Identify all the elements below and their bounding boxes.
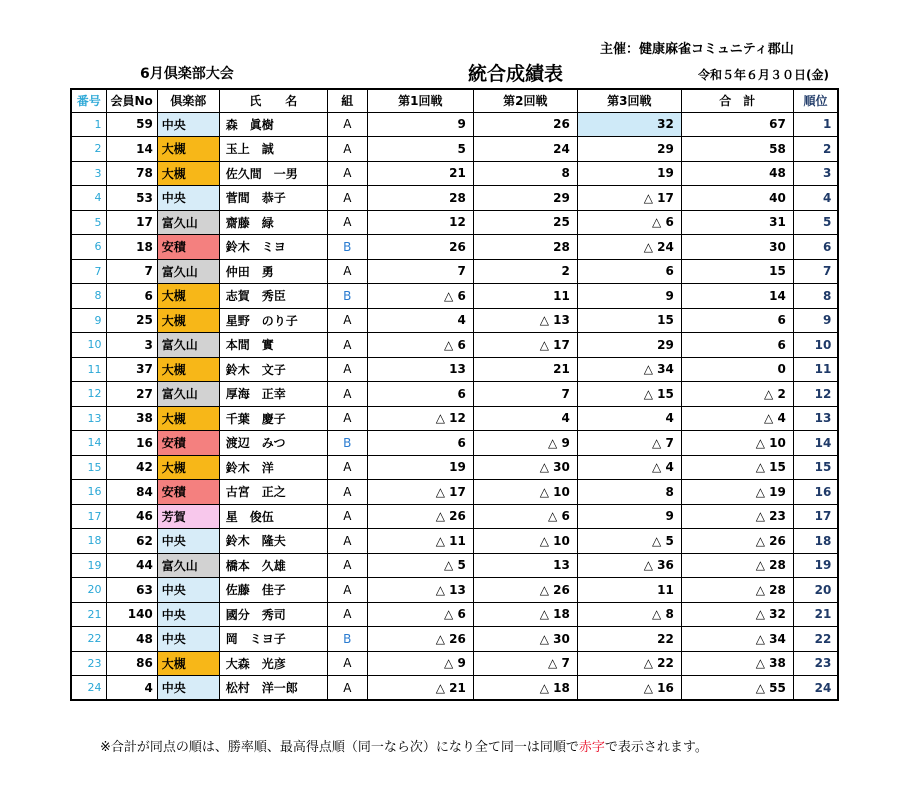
col-header-group: 組 <box>327 89 367 112</box>
cell-club: 安積 <box>157 480 219 505</box>
cell-round2: 4 <box>473 406 577 431</box>
table-row <box>71 308 838 333</box>
cell-member-no: 78 <box>106 161 157 186</box>
cell-name: 大森 光彦 <box>219 651 327 676</box>
cell-member-no: 3 <box>106 333 157 358</box>
cell-group: A <box>327 578 367 603</box>
cell-total: 48 <box>681 161 793 186</box>
col-header-rank: 順位 <box>793 89 838 112</box>
cell-group: B <box>327 627 367 652</box>
cell-total: 58 <box>681 137 793 162</box>
table-row <box>71 480 838 505</box>
cell-round2: △ 18 <box>473 602 577 627</box>
cell-number: 13 <box>71 406 106 431</box>
cell-round1: 13 <box>367 357 473 382</box>
cell-rank: 19 <box>793 553 838 578</box>
cell-total: △ 26 <box>681 529 793 554</box>
table-row <box>71 676 838 701</box>
cell-number: 23 <box>71 651 106 676</box>
cell-round2: △ 10 <box>473 529 577 554</box>
cell-round2: 7 <box>473 382 577 407</box>
footnote-red-text: 赤字 <box>578 740 605 755</box>
table-row <box>71 455 838 480</box>
cell-club: 中央 <box>157 627 219 652</box>
cell-round1: △ 5 <box>367 553 473 578</box>
cell-total: 31 <box>681 210 793 235</box>
cell-member-no: 86 <box>106 651 157 676</box>
cell-member-no: 14 <box>106 137 157 162</box>
cell-round2: 8 <box>473 161 577 186</box>
table-row <box>71 382 838 407</box>
cell-number: 1 <box>71 112 106 137</box>
cell-name: 岡 ミヨ子 <box>219 627 327 652</box>
table-row <box>71 235 838 260</box>
col-header-total: 合 計 <box>681 89 793 112</box>
cell-rank: 11 <box>793 357 838 382</box>
cell-member-no: 27 <box>106 382 157 407</box>
table-row <box>71 112 838 137</box>
cell-round2: 21 <box>473 357 577 382</box>
cell-round2: △ 17 <box>473 333 577 358</box>
cell-name: 佐久間 一男 <box>219 161 327 186</box>
cell-rank: 2 <box>793 137 838 162</box>
cell-total: 67 <box>681 112 793 137</box>
cell-group: A <box>327 333 367 358</box>
cell-club: 大槻 <box>157 455 219 480</box>
cell-round3: 4 <box>577 406 681 431</box>
cell-rank: 20 <box>793 578 838 603</box>
cell-club: 大槻 <box>157 406 219 431</box>
cell-group: A <box>327 259 367 284</box>
cell-club: 大槻 <box>157 651 219 676</box>
cell-round3: △ 5 <box>577 529 681 554</box>
cell-round1: △ 12 <box>367 406 473 431</box>
cell-round2: △ 9 <box>473 431 577 456</box>
cell-club: 安積 <box>157 235 219 260</box>
cell-name: 玉上 誠 <box>219 137 327 162</box>
cell-round1: △ 13 <box>367 578 473 603</box>
cell-group: A <box>327 553 367 578</box>
cell-total: △ 38 <box>681 651 793 676</box>
table-row <box>71 406 838 431</box>
cell-number: 24 <box>71 676 106 701</box>
cell-number: 6 <box>71 235 106 260</box>
cell-club: 中央 <box>157 112 219 137</box>
cell-club: 中央 <box>157 186 219 211</box>
cell-total: △ 32 <box>681 602 793 627</box>
cell-total: △ 28 <box>681 578 793 603</box>
table-row <box>71 186 838 211</box>
cell-group: A <box>327 529 367 554</box>
cell-round3: 6 <box>577 259 681 284</box>
footnote <box>100 736 708 755</box>
cell-total: 15 <box>681 259 793 284</box>
cell-club: 富久山 <box>157 553 219 578</box>
cell-member-no: 84 <box>106 480 157 505</box>
cell-number: 14 <box>71 431 106 456</box>
cell-club: 中央 <box>157 529 219 554</box>
cell-number: 19 <box>71 553 106 578</box>
cell-rank: 22 <box>793 627 838 652</box>
cell-round2: △ 13 <box>473 308 577 333</box>
cell-group: A <box>327 186 367 211</box>
cell-rank: 13 <box>793 406 838 431</box>
cell-name: 國分 秀司 <box>219 602 327 627</box>
table-row <box>71 210 838 235</box>
cell-round2: △ 6 <box>473 504 577 529</box>
cell-number: 2 <box>71 137 106 162</box>
cell-total: 30 <box>681 235 793 260</box>
cell-name: 仲田 勇 <box>219 259 327 284</box>
cell-club: 富久山 <box>157 210 219 235</box>
cell-rank: 14 <box>793 431 838 456</box>
cell-number: 10 <box>71 333 106 358</box>
cell-number: 15 <box>71 455 106 480</box>
cell-number: 3 <box>71 161 106 186</box>
col-header-name: 氏 名 <box>219 89 327 112</box>
cell-group: A <box>327 480 367 505</box>
cell-member-no: 48 <box>106 627 157 652</box>
col-header-round2: 第2回戦 <box>473 89 577 112</box>
cell-name: 星野 のり子 <box>219 308 327 333</box>
organizer-label: 主催：健康麻雀コミュニティ郡山 <box>600 42 794 57</box>
cell-name: 橋本 久雄 <box>219 553 327 578</box>
cell-round2: 13 <box>473 553 577 578</box>
cell-number: 18 <box>71 529 106 554</box>
table-row <box>71 431 838 456</box>
cell-round1: 26 <box>367 235 473 260</box>
cell-club: 中央 <box>157 578 219 603</box>
cell-round2: △ 18 <box>473 676 577 701</box>
cell-round3: △ 17 <box>577 186 681 211</box>
cell-round1: △ 6 <box>367 602 473 627</box>
table-row <box>71 627 838 652</box>
cell-round1: 9 <box>367 112 473 137</box>
cell-total: △ 28 <box>681 553 793 578</box>
event-name: 6月倶楽部大会 <box>140 66 234 82</box>
cell-group: A <box>327 382 367 407</box>
cell-club: 大槻 <box>157 284 219 309</box>
cell-member-no: 25 <box>106 308 157 333</box>
cell-member-no: 44 <box>106 553 157 578</box>
cell-member-no: 62 <box>106 529 157 554</box>
cell-name: 星 俊伍 <box>219 504 327 529</box>
col-header-member-no: 会員No <box>106 89 157 112</box>
table-row <box>71 553 838 578</box>
cell-round3: 11 <box>577 578 681 603</box>
table-row <box>71 529 838 554</box>
cell-club: 富久山 <box>157 259 219 284</box>
cell-club: 大槻 <box>157 357 219 382</box>
cell-round1: 4 <box>367 308 473 333</box>
cell-member-no: 6 <box>106 284 157 309</box>
cell-round3: 15 <box>577 308 681 333</box>
cell-member-no: 42 <box>106 455 157 480</box>
cell-round2: △ 7 <box>473 651 577 676</box>
table-row <box>71 259 838 284</box>
cell-rank: 17 <box>793 504 838 529</box>
cell-round2: 28 <box>473 235 577 260</box>
cell-member-no: 38 <box>106 406 157 431</box>
cell-name: 森 眞樹 <box>219 112 327 137</box>
cell-rank: 18 <box>793 529 838 554</box>
cell-total: △ 4 <box>681 406 793 431</box>
cell-group: A <box>327 210 367 235</box>
page-title: 統合成績表 <box>468 63 564 85</box>
cell-name: 松村 洋一郎 <box>219 676 327 701</box>
cell-name: 齋藤 緑 <box>219 210 327 235</box>
cell-round3: △ 34 <box>577 357 681 382</box>
cell-round1: 5 <box>367 137 473 162</box>
cell-rank: 5 <box>793 210 838 235</box>
table-row <box>71 161 838 186</box>
cell-rank: 12 <box>793 382 838 407</box>
cell-number: 11 <box>71 357 106 382</box>
cell-club: 大槻 <box>157 161 219 186</box>
cell-number: 8 <box>71 284 106 309</box>
cell-rank: 3 <box>793 161 838 186</box>
cell-round3: △ 7 <box>577 431 681 456</box>
cell-total: 0 <box>681 357 793 382</box>
cell-round1: △ 26 <box>367 504 473 529</box>
cell-round2: 11 <box>473 284 577 309</box>
table-row <box>71 578 838 603</box>
cell-round2: 29 <box>473 186 577 211</box>
cell-number: 17 <box>71 504 106 529</box>
cell-name: 千葉 慶子 <box>219 406 327 431</box>
cell-round3: △ 8 <box>577 602 681 627</box>
cell-rank: 10 <box>793 333 838 358</box>
cell-total: 6 <box>681 333 793 358</box>
cell-round3: 8 <box>577 480 681 505</box>
cell-total: △ 10 <box>681 431 793 456</box>
cell-group: A <box>327 602 367 627</box>
cell-total: 6 <box>681 308 793 333</box>
cell-name: 佐藤 佳子 <box>219 578 327 603</box>
table-row <box>71 357 838 382</box>
cell-rank: 16 <box>793 480 838 505</box>
cell-number: 22 <box>71 627 106 652</box>
cell-rank: 23 <box>793 651 838 676</box>
cell-round3: 29 <box>577 333 681 358</box>
cell-number: 9 <box>71 308 106 333</box>
cell-number: 12 <box>71 382 106 407</box>
event-date: 令和５年６月３０日(金) <box>698 68 829 82</box>
table-row <box>71 651 838 676</box>
cell-round2: △ 30 <box>473 455 577 480</box>
cell-total: △ 15 <box>681 455 793 480</box>
cell-name: 菅間 恭子 <box>219 186 327 211</box>
cell-group: A <box>327 455 367 480</box>
cell-total: 14 <box>681 284 793 309</box>
cell-club: 安積 <box>157 431 219 456</box>
cell-member-no: 7 <box>106 259 157 284</box>
cell-club: 中央 <box>157 602 219 627</box>
table-row <box>71 284 838 309</box>
cell-number: 16 <box>71 480 106 505</box>
cell-name: 厚海 正幸 <box>219 382 327 407</box>
cell-rank: 6 <box>793 235 838 260</box>
footnote-text: ※合計が同点の順は、勝率順、最高得点順（同一なら次）になり全て同一は同順で <box>100 740 579 755</box>
cell-club: 中央 <box>157 676 219 701</box>
cell-round1: △ 9 <box>367 651 473 676</box>
cell-number: 21 <box>71 602 106 627</box>
cell-group: B <box>327 235 367 260</box>
cell-rank: 9 <box>793 308 838 333</box>
cell-rank: 24 <box>793 676 838 701</box>
cell-round2: △ 26 <box>473 578 577 603</box>
cell-member-no: 16 <box>106 431 157 456</box>
table-row <box>71 504 838 529</box>
cell-round2: △ 10 <box>473 480 577 505</box>
cell-name: 渡辺 みつ <box>219 431 327 456</box>
cell-rank: 21 <box>793 602 838 627</box>
col-header-num: 番号 <box>71 89 106 112</box>
cell-round1: △ 17 <box>367 480 473 505</box>
cell-round3: 19 <box>577 161 681 186</box>
cell-member-no: 63 <box>106 578 157 603</box>
cell-group: A <box>327 137 367 162</box>
cell-round2: 25 <box>473 210 577 235</box>
cell-name: 本間 實 <box>219 333 327 358</box>
cell-group: A <box>327 161 367 186</box>
cell-member-no: 37 <box>106 357 157 382</box>
cell-round3: 29 <box>577 137 681 162</box>
cell-name: 古宮 正之 <box>219 480 327 505</box>
cell-total: △ 34 <box>681 627 793 652</box>
cell-member-no: 17 <box>106 210 157 235</box>
cell-round1: 7 <box>367 259 473 284</box>
cell-member-no: 46 <box>106 504 157 529</box>
cell-rank: 15 <box>793 455 838 480</box>
cell-rank: 4 <box>793 186 838 211</box>
cell-round1: 21 <box>367 161 473 186</box>
cell-round3: △ 16 <box>577 676 681 701</box>
cell-name: 鈴木 隆夫 <box>219 529 327 554</box>
cell-total: 40 <box>681 186 793 211</box>
cell-rank: 7 <box>793 259 838 284</box>
cell-round2: 24 <box>473 137 577 162</box>
table-header-row <box>71 89 838 112</box>
cell-number: 7 <box>71 259 106 284</box>
cell-club: 富久山 <box>157 333 219 358</box>
cell-round1: △ 6 <box>367 333 473 358</box>
cell-round1: 28 <box>367 186 473 211</box>
cell-round3: 22 <box>577 627 681 652</box>
results-table <box>70 88 839 701</box>
cell-name: 鈴木 洋 <box>219 455 327 480</box>
cell-name: 志賀 秀臣 <box>219 284 327 309</box>
cell-member-no: 53 <box>106 186 157 211</box>
cell-member-no: 18 <box>106 235 157 260</box>
cell-round3: △ 24 <box>577 235 681 260</box>
cell-round1: △ 26 <box>367 627 473 652</box>
table-row <box>71 137 838 162</box>
cell-group: A <box>327 406 367 431</box>
cell-name: 鈴木 文子 <box>219 357 327 382</box>
cell-round1: 6 <box>367 382 473 407</box>
cell-number: 20 <box>71 578 106 603</box>
col-header-club: 倶楽部 <box>157 89 219 112</box>
cell-round1: △ 21 <box>367 676 473 701</box>
cell-total: △ 2 <box>681 382 793 407</box>
cell-member-no: 140 <box>106 602 157 627</box>
cell-rank: 8 <box>793 284 838 309</box>
cell-club: 富久山 <box>157 382 219 407</box>
cell-round1: 19 <box>367 455 473 480</box>
cell-round3: △ 6 <box>577 210 681 235</box>
cell-round3: △ 4 <box>577 455 681 480</box>
col-header-round1: 第1回戦 <box>367 89 473 112</box>
cell-group: A <box>327 308 367 333</box>
cell-number: 4 <box>71 186 106 211</box>
cell-round3: 9 <box>577 284 681 309</box>
table-row <box>71 602 838 627</box>
cell-round1: △ 6 <box>367 284 473 309</box>
cell-member-no: 59 <box>106 112 157 137</box>
cell-round1: 6 <box>367 431 473 456</box>
cell-total: △ 55 <box>681 676 793 701</box>
cell-club: 大槻 <box>157 308 219 333</box>
cell-number: 5 <box>71 210 106 235</box>
cell-total: △ 19 <box>681 480 793 505</box>
col-header-round3: 第3回戦 <box>577 89 681 112</box>
cell-group: A <box>327 357 367 382</box>
cell-group: A <box>327 112 367 137</box>
cell-rank: 1 <box>793 112 838 137</box>
cell-round3: △ 36 <box>577 553 681 578</box>
cell-round1: 12 <box>367 210 473 235</box>
cell-member-no: 4 <box>106 676 157 701</box>
cell-round1: △ 11 <box>367 529 473 554</box>
cell-round2: △ 30 <box>473 627 577 652</box>
cell-round3: 9 <box>577 504 681 529</box>
cell-club: 芳賀 <box>157 504 219 529</box>
cell-round3: △ 15 <box>577 382 681 407</box>
cell-round2: 2 <box>473 259 577 284</box>
cell-name: 鈴木 ミヨ <box>219 235 327 260</box>
footnote-text-end: で表示されます。 <box>604 740 708 755</box>
cell-round2: 26 <box>473 112 577 137</box>
cell-group: B <box>327 431 367 456</box>
cell-total: △ 23 <box>681 504 793 529</box>
cell-group: A <box>327 676 367 701</box>
table-row <box>71 333 838 358</box>
cell-round3: △ 22 <box>577 651 681 676</box>
cell-group: A <box>327 651 367 676</box>
cell-club: 大槻 <box>157 137 219 162</box>
cell-group: B <box>327 284 367 309</box>
cell-round3: 32 <box>577 112 681 137</box>
cell-group: A <box>327 504 367 529</box>
